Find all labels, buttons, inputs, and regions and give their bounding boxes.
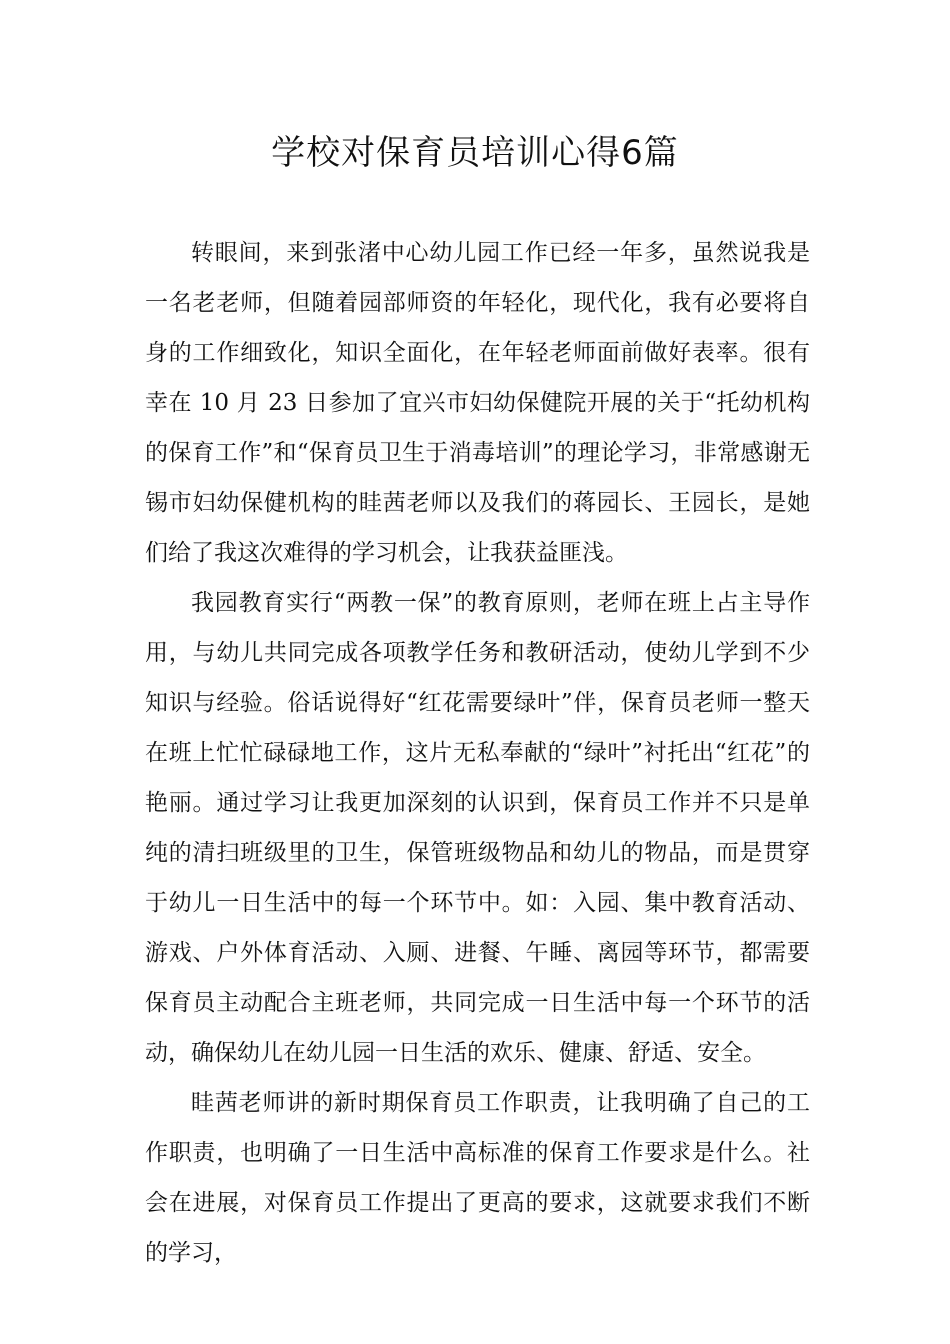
- paragraph-1: 转眼间，来到张渚中心幼儿园工作已经一年多，虽然说我是一名老老师，但随着园部师资的年轻化，现代化，我有必要将自身的工作细致化，知识全面化，在年轻老师面前做好表率。很有幸在 10 月 23 日参加了宜兴市妇幼保健院开展的关于“托幼机构的保育工作”和“保育员卫生于消毒培训”的理论学习，非常感谢无锡市妇幼保健机构的眭茜老师以及我们的蒋园长、王园长，是她们给了我这次难得的学习机会，让我获益匪浅。: [145, 240, 810, 566]
- document-title: 学校对保育员培训心得6篇: [271, 133, 679, 173]
- paragraph-3: 眭茜老师讲的新时期保育员工作职责，让我明确了自己的工作职责，也明确了一日生活中高标准的保育工作要求是什么。社会在进展，对保育员工作提出了更高的要求，这就要求我们不断的学习，: [145, 1090, 810, 1266]
- paragraph-2: 我园教育实行“两教一保”的教育原则，老师在班上占主导作用，与幼儿共同完成各项教学任务和教研活动，使幼儿学到不少知识与经验。俗话说得好“红花需要绿叶”伴，保育员老师一整天在班上忙忙碌碌地工作，这片无私奉献的“绿叶”衬托出“红花”的艳丽。通过学习让我更加深刻的认识到，保育员工作并不只是单纯的清扫班级里的卫生，保管班级物品和幼儿的物品，而是贯穿于幼儿一日生活中的每一个环节中。如：入园、集中教育活动、游戏、户外体育活动、入厕、进餐、午睡、离园等环节，都需要保育员主动配合主班老师，共同完成一日生活中每一个环节的活动，确保幼儿在幼儿园一日生活的欢乐、健康、舒适、安全。: [145, 590, 810, 1066]
- document-body: [145, 228, 810, 1278]
